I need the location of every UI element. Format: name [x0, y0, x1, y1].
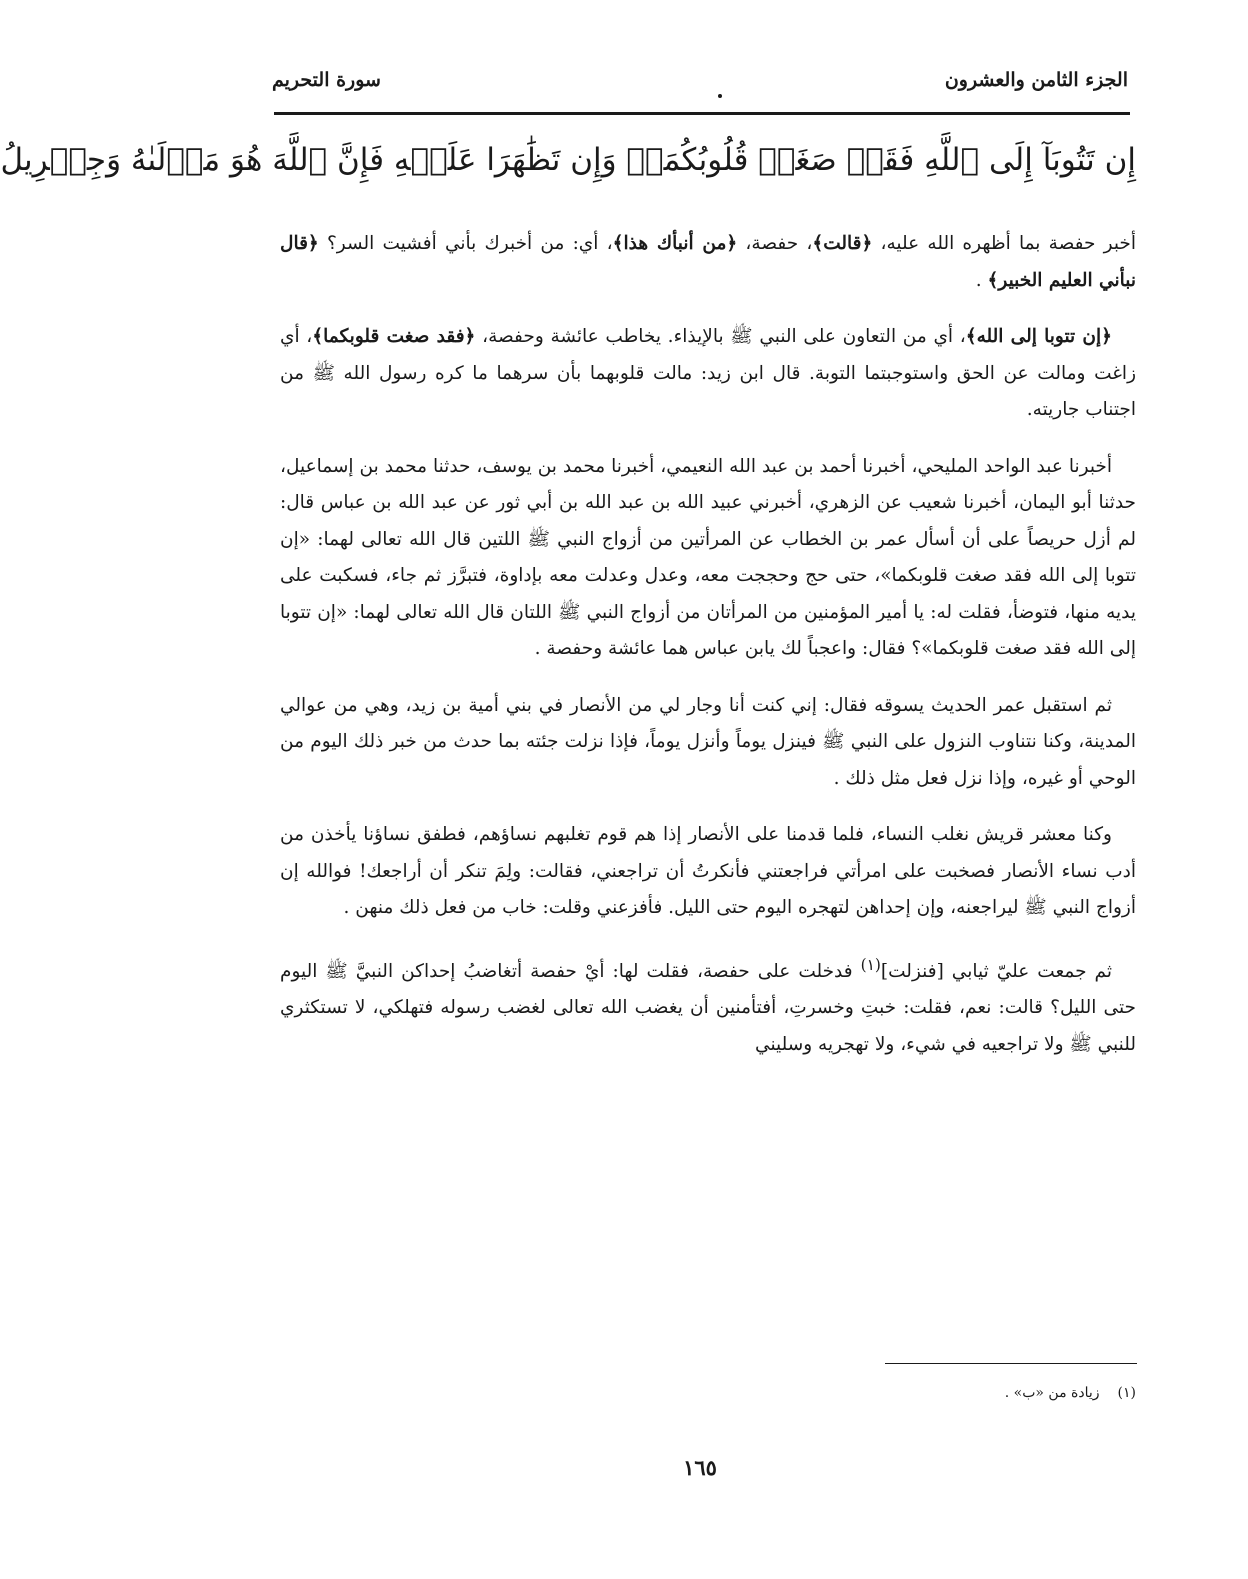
running-header	[272, 60, 1128, 100]
quoted-phrase: ﴿فقد صغت قلوبكما﴾	[312, 326, 476, 347]
commentary-text	[280, 226, 1136, 1083]
quoted-phrase: ﴿من أنبأك هذا﴾	[612, 233, 738, 254]
paragraph-0	[280, 226, 1136, 299]
segment: ، أي: من أخبرك بأني أفشيت السر؟	[318, 233, 613, 254]
quran-verse: إِن تَتُوبَآ إِلَى ٱللَّهِ فَقَدۡ صَغَتۡ قُلُوبُكُمَاۖ وَإِن تَظَٰهَرَا عَلَيۡهِ فَإِنَّ ٱللَّهَ هُوَ مَوۡلَىٰهُ وَجِبۡرِيلُ	[0, 142, 1136, 178]
surah-title: سورة التحريم	[272, 69, 381, 91]
segment: ثم جمعت عليّ ثيابي [فنزلت]	[880, 960, 1112, 982]
quoted-phrase: ﴿إن تتوبا إلى الله﴾	[965, 326, 1112, 347]
segment: وكنا معشر قريش نغلب النساء، فلما قدمنا على الأنصار إذا هم قوم تغلبهم نساؤهم، فطفق نساؤنا يأخذن من أدب نساء الأنصار فصخبت على امرأتي فراجعتني فأنكرتُ أن تراجعني، فقالت: ولِمَ تنكر أن أراجعك! فوالله إن أزواج النبي ﷺ ليراجعنه، وإن إحداهن لتهجره اليوم حتى الليل. فأفزعني وقلت: خاب من فعل ذلك منهن .	[280, 824, 1136, 918]
page-number: ١٦٥	[683, 1455, 717, 1480]
segment: ، حفصة،	[737, 233, 813, 254]
footnote-marker: (١)	[860, 955, 881, 974]
paragraph-4	[280, 817, 1136, 927]
footnote	[1005, 1385, 1136, 1401]
paragraph-1	[280, 319, 1136, 429]
quoted-phrase: ﴿قالت﴾	[812, 233, 873, 254]
part-title: الجزء الثامن والعشرون	[944, 69, 1128, 91]
quoted-phrase: ﴿قال نبأني العليم الخبير﴾	[280, 233, 1136, 291]
segment: أخبرنا عبد الواحد المليحي، أخبرنا أحمد بن عبد الله النعيمي، أخبرنا محمد بن يوسف، حدثنا محمد بن إسماعيل، حدثنا أبو اليمان، أخبرنا شعيب عن الزهري، أخبرني عبيد الله بن عبد الله بن أبي ثور عن عبد الله بن عباس قال: لم أزل حريصاً على أن أسأل عمر بن الخطاب عن المرأتين من أزواج النبي ﷺ اللتين قال الله تعالى لهما: «إن تتوبا إلى الله فقد صغت قلوبكما»، حتى حج وحججت معه، وعدل وعدلت معه بإداوة، فتبرَّز ثم جاء، فسكبت على يديه منها، فتوضأ، فقلت له: يا أمير المؤمنين من المرأتان من أزواج النبي ﷺ اللتان قال الله تعالى لهما: «إن تتوبا إلى الله فقد صغت قلوبكما»؟ فقال: واعجباً لك يابن عباس هما عائشة وحفصة .	[280, 455, 1136, 659]
header-dot	[718, 94, 722, 98]
segment: ، أي زاغت ومالت عن الحق واستوجبتما التوبة. قال ابن زيد: مالت قلوبهما بأن سرهما ما كره رسول الله ﷺ من اجتناب جاريته.	[280, 326, 1136, 420]
segment: ، أي من التعاون على النبي ﷺ بالإيذاء. يخاطب عائشة وحفصة،	[475, 326, 966, 347]
footnote-number: (١)	[1117, 1385, 1136, 1401]
paragraph-2	[280, 449, 1136, 668]
header-rule	[274, 112, 1130, 115]
paragraph-3	[280, 688, 1136, 798]
footnote-rule	[885, 1363, 1137, 1364]
segment: أخبر حفصة بما أظهره الله عليه،	[872, 233, 1136, 254]
segment: فدخلت على حفصة، فقلت لها: أيْ حفصة أتغاضبُ إحداكن النبيَّ ﷺ اليوم حتى الليل؟ قالت: نعم، فقلت: خبتِ وخسرتِ، أفتأمنين أن يغضب الله تعالى لغضب رسوله فتهلكي، لا تستكثري للنبي ﷺ ولا تراجعيه في شيء، ولا تهجريه وسليني	[280, 960, 1136, 1055]
footnote-text: زيادة من «ب» .	[1004, 1385, 1100, 1401]
paragraph-5	[280, 947, 1136, 1064]
segment: .	[975, 269, 988, 291]
segment: ثم استقبل عمر الحديث يسوقه فقال: إني كنت أنا وجار لي من الأنصار في بني أمية بن زيد، وهي من عوالي المدينة، وكنا نتناوب النزول على النبي ﷺ فينزل يوماً وأنزل يوماً، فإذا نزلت جئته بما حدث من خبر ذلك اليوم من الوحي أو غيره، وإذا نزل فعل مثل ذلك .	[280, 694, 1136, 789]
